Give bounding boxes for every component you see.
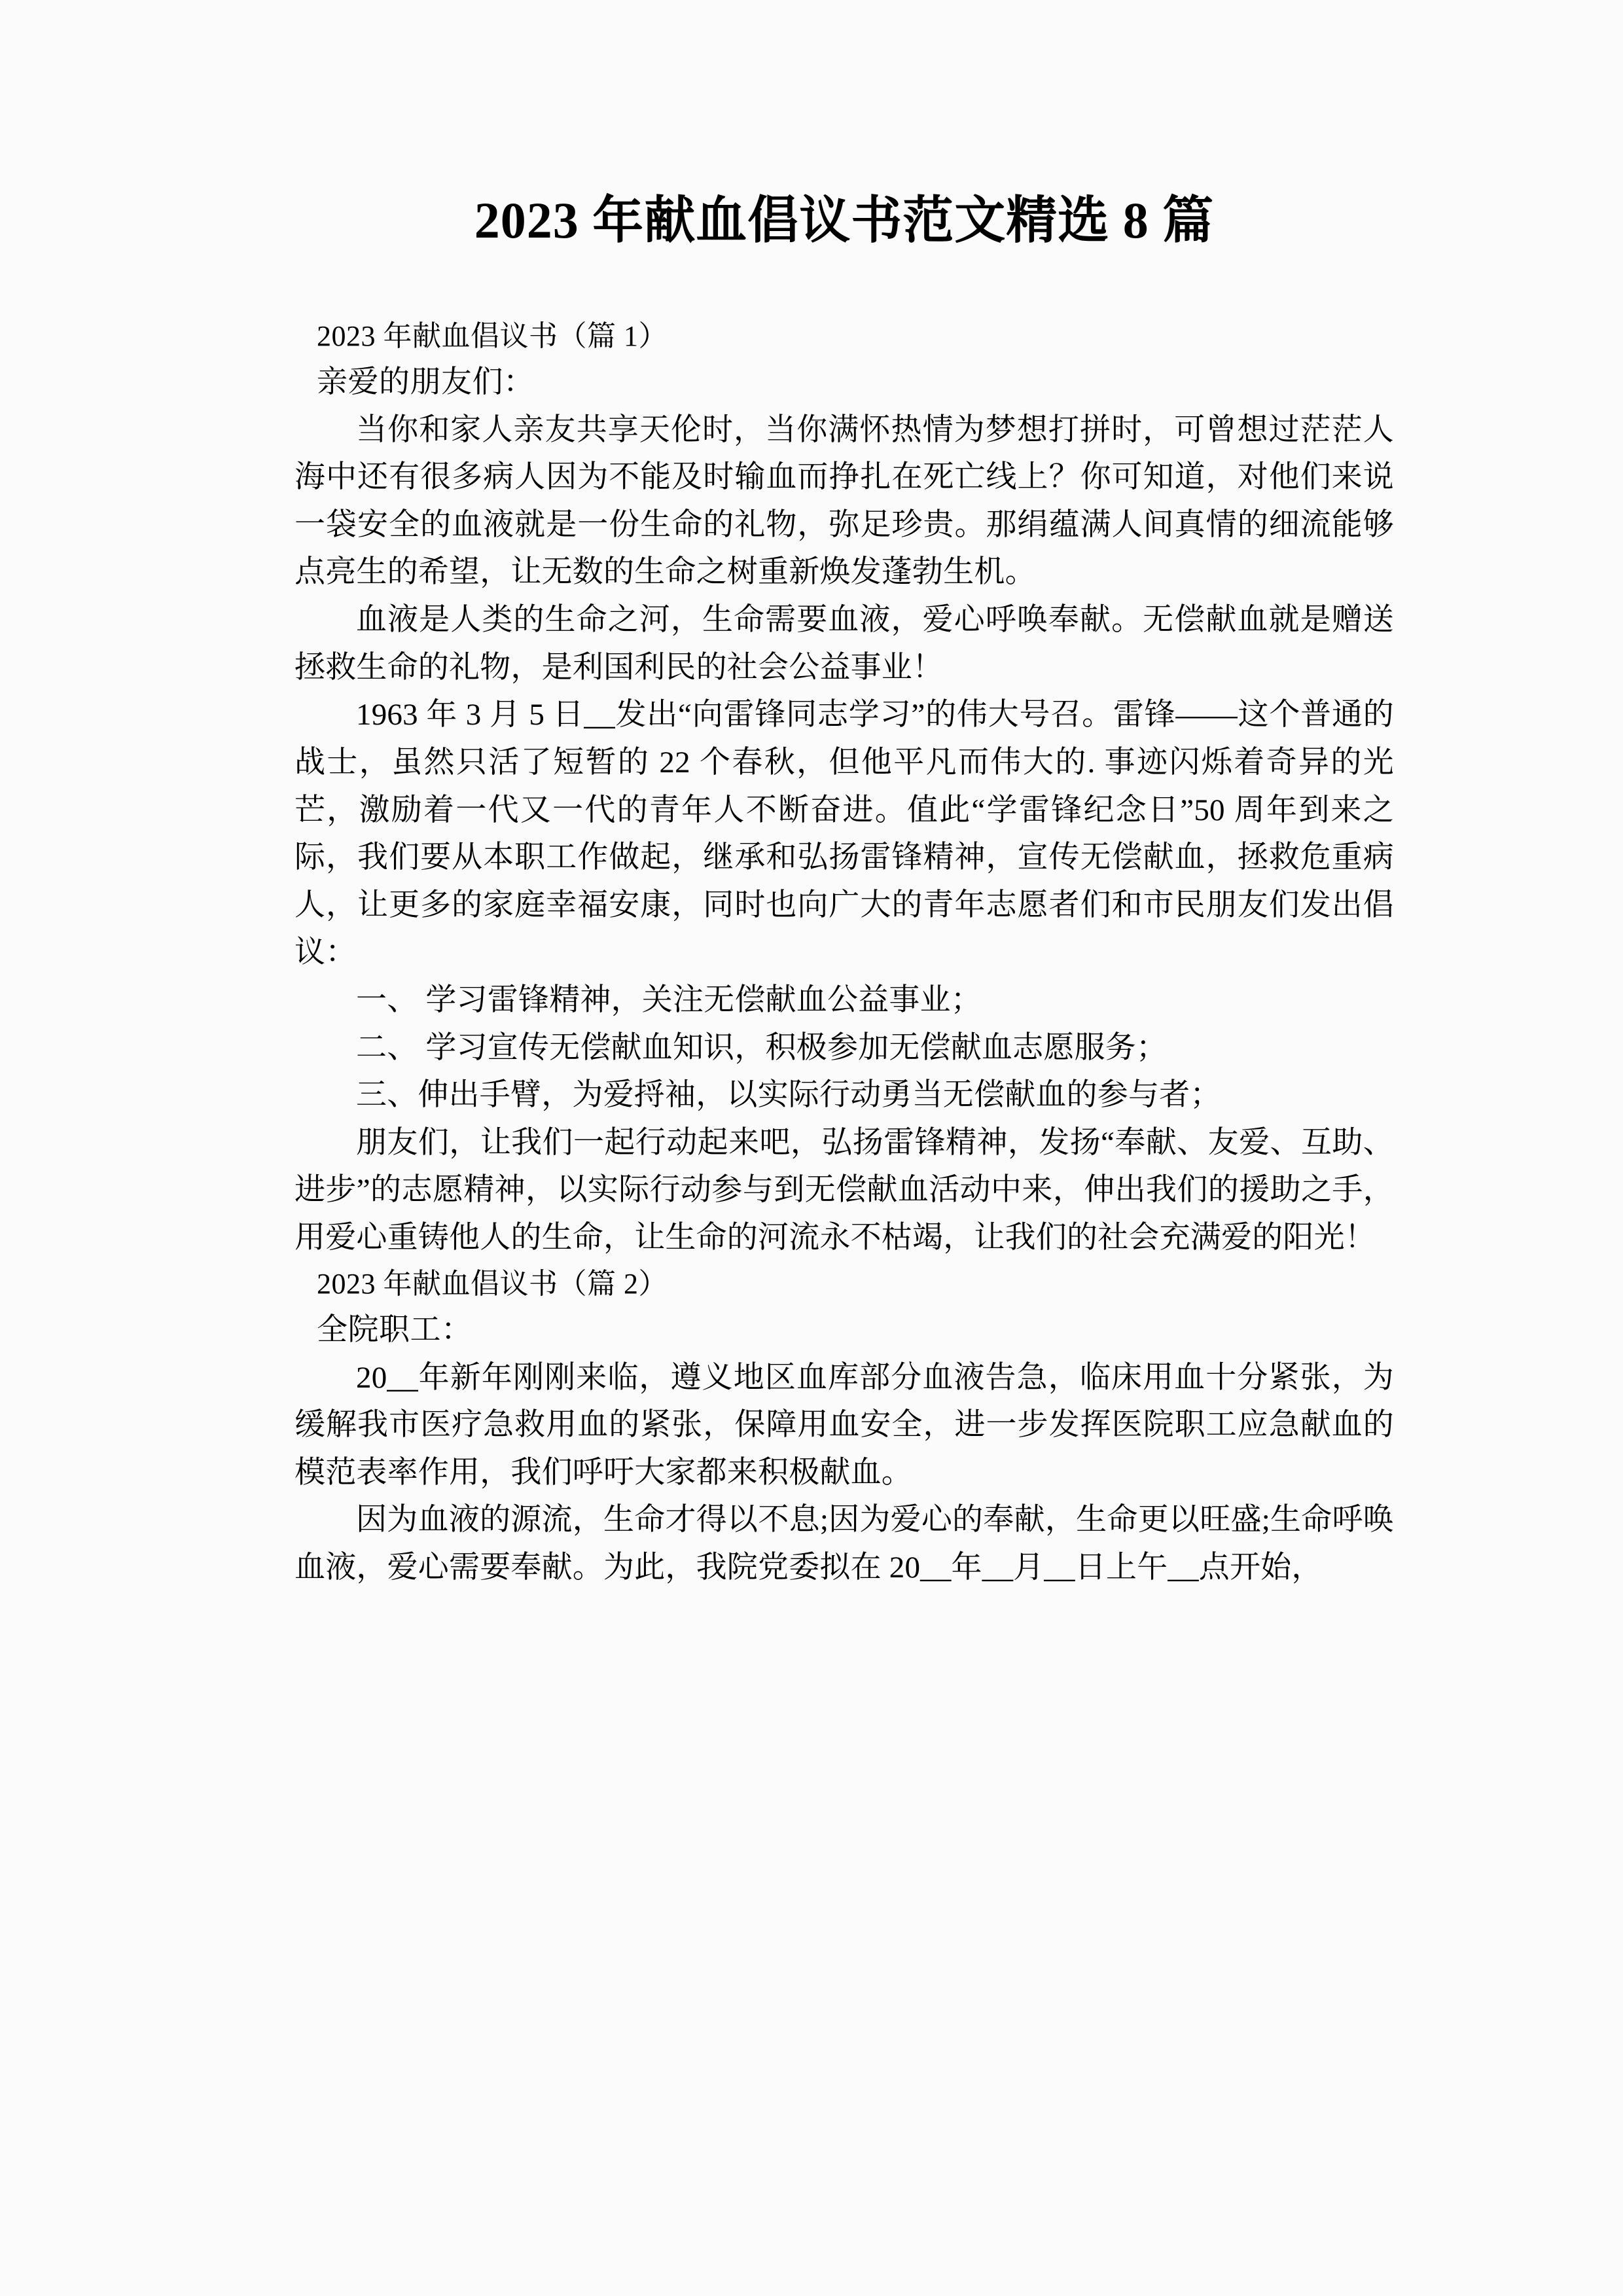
section-pian-2 bbox=[294, 1262, 1394, 1592]
section-heading: 2023 年献血倡议书（篇 2） bbox=[317, 1267, 668, 1300]
section-pian-1 bbox=[294, 314, 1394, 1262]
section-salutation: 全院职工： bbox=[317, 1312, 473, 1347]
document-body bbox=[294, 0, 1394, 1592]
paragraph: 因为血液的源流，生命才得以不息;因为爱心的奉献，生命更以旺盛;生命呼唤血液，爱心需要奉献。为此，我院党委拟在 20__年__月__日上午__点开始， bbox=[294, 1503, 1394, 1585]
paragraph: 1963 年 3 月 5 日__发出“向雷锋同志学习”的伟大号召。雷锋——这个普通的战士，虽然只活了短暂的 22 个春秋，但他平凡而伟大的. 事迹闪烁着奇异的光芒，激励着一代又一代的青年人不断奋进。值此“学雷锋纪念日”50 周年到来之际，我们要从本职工作做起，继承和弘扬雷锋精神，宣传无偿献血，拯救危重病人，让更多的家庭幸福安康，同时也向广大的青年志愿者们和市民朋友们发出倡议： bbox=[294, 698, 1394, 970]
list-item: 二、 学习宣传无偿献血知识，积极参加无偿献血志愿服务； bbox=[356, 1030, 1168, 1065]
title-spacer bbox=[294, 251, 1394, 314]
list-item: 三、伸出手臂，为爱捋袖，以实际行动勇当无偿献血的参与者； bbox=[356, 1078, 1221, 1113]
section-heading: 2023 年献血倡议书（篇 1） bbox=[317, 319, 668, 352]
paragraph: 20__年新年刚刚来临，遵义地区血库部分血液告急，临床用血十分紧张，为缓解我市医疗急救用血的紧张，保障用血安全，进一步发挥医院职工应急献血的模范表率作用，我们呼吁大家都来积极献血。 bbox=[294, 1360, 1394, 1490]
paragraph: 当你和家人亲友共享天伦时，当你满怀热情为梦想打拼时，可曾想过茫茫人海中还有很多病人因为不能及时输血而挣扎在死亡线上？你可知道，对他们来说一袋安全的血液就是一份生命的礼物，弥足珍贵。那绢蕴满人间真情的细流能够点亮生的希望，让无数的生命之树重新焕发蓬勃生机。 bbox=[294, 412, 1394, 590]
list-item: 一、 学习雷锋精神，关注无偿献血公益事业； bbox=[356, 982, 982, 1017]
page-title: 2023 年献血倡议书范文精选 8 篇 bbox=[474, 192, 1215, 249]
section-salutation: 亲爱的朋友们： bbox=[317, 365, 535, 399]
paragraph: 朋友们，让我们一起行动起来吧，弘扬雷锋精神，发扬“奉献、友爱、互助、进步”的志愿精神，以实际行动参与到无偿献血活动中来，伸出我们的援助之手，用爱心重铸他人的生命，让生命的河流永不枯竭，让我们的社会充满爱的阳光！ bbox=[294, 1125, 1394, 1255]
paragraph: 血液是人类的生命之河，生命需要血液，爱心呼唤奉献。无偿献血就是赠送拯救生命的礼物，是利国利民的社会公益事业！ bbox=[294, 603, 1394, 685]
